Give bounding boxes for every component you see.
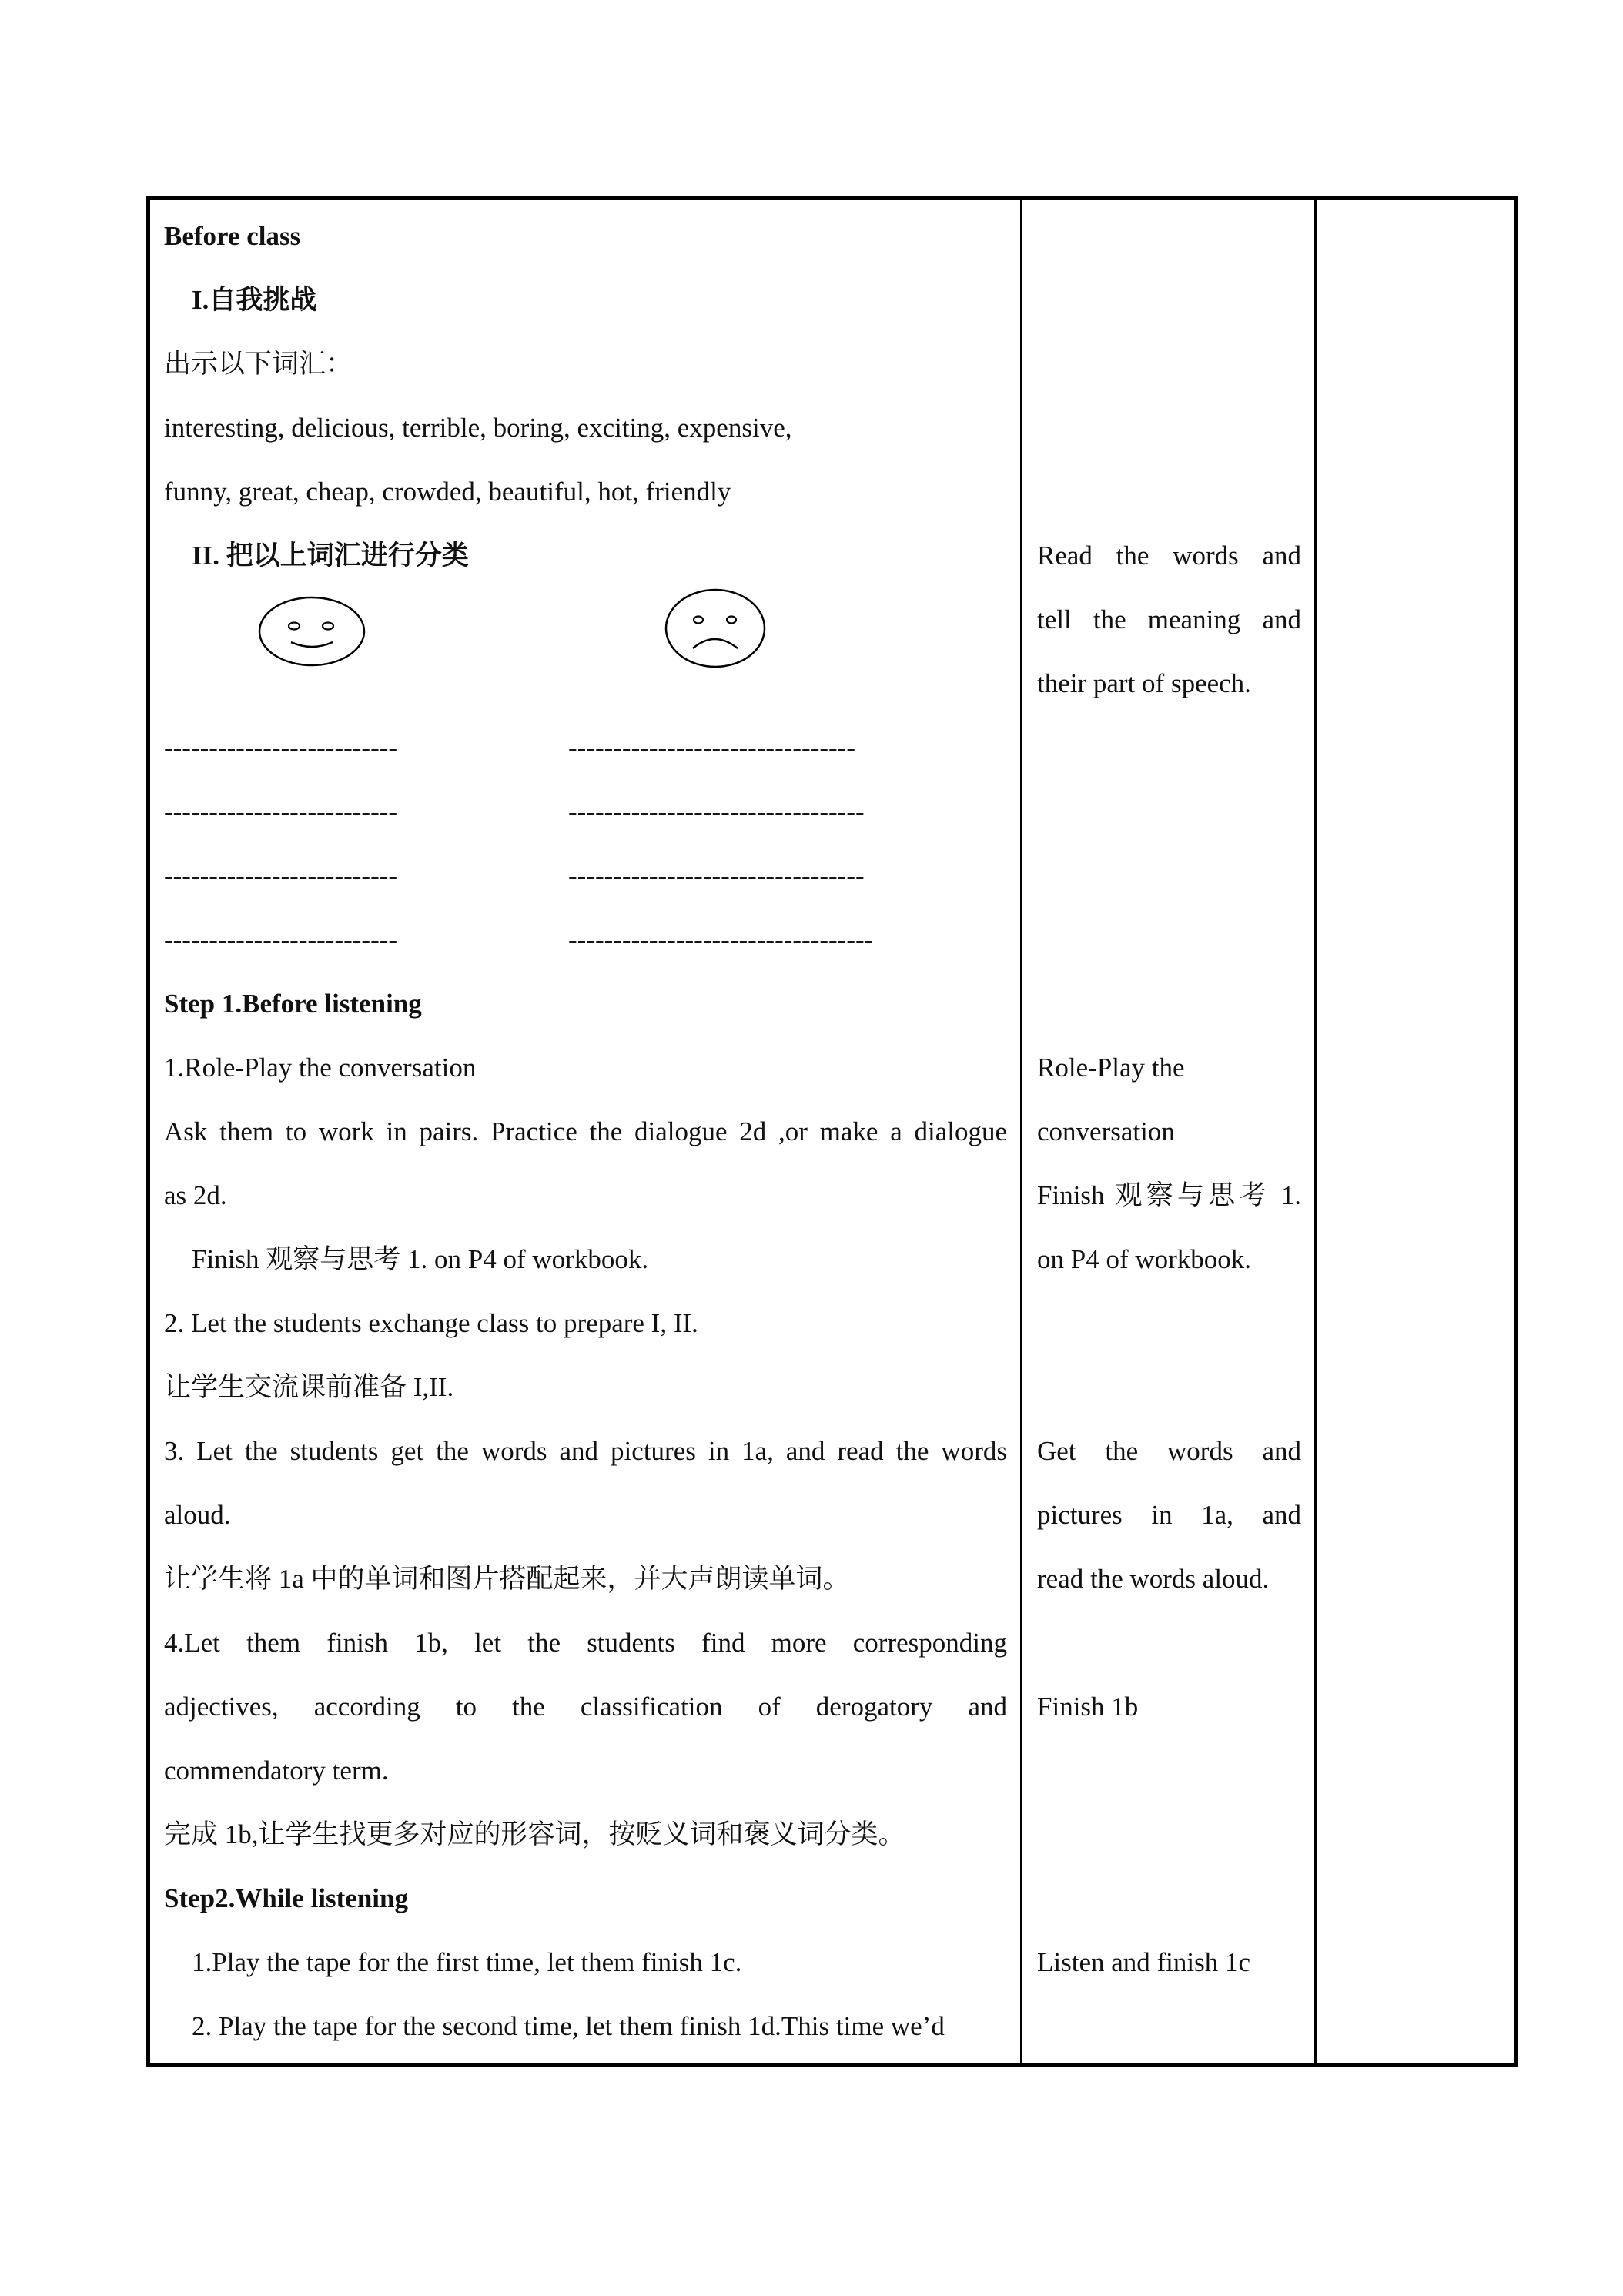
text-line: 1.Play the tape for the first time, let them finish 1c. <box>192 1947 742 1977</box>
dash-row <box>164 925 1007 956</box>
text-line: 让学生将 1a 中的单词和图片搭配起来，并大声朗读单词。 <box>164 1564 850 1594</box>
lesson-table <box>146 196 1518 2067</box>
dash-left: -------------------------- <box>164 733 398 763</box>
text-line: commendatory term. <box>164 1755 389 1786</box>
text-line: 让学生交流课前准备 I,II. <box>164 1372 454 1402</box>
heading-step2: Step2.While listening <box>164 1883 408 1913</box>
dash-left: -------------------------- <box>164 861 398 891</box>
dash-right: --------------------------------- <box>568 861 865 891</box>
activity-line: tell the meaning and <box>1037 604 1301 634</box>
text-line: 4.Let them finish 1b, let the students find more corresponding <box>164 1628 1007 1658</box>
column-divider <box>1314 200 1317 2063</box>
activity-line: Read the words and <box>1037 541 1301 571</box>
heading-step1: Step 1.Before listening <box>164 989 422 1019</box>
activity-line: Listen and finish 1c <box>1037 1947 1251 1977</box>
text-line: Ask them to work in pairs. Practice the dialogue 2d ,or make a dialogue <box>164 1116 1007 1146</box>
text-line: 3. Let the students get the words and pictures in 1a, and read the words <box>164 1436 1007 1466</box>
text-line: aloud. <box>164 1500 231 1530</box>
dash-right: -------------------------------- <box>568 733 855 763</box>
happy-face-icon <box>254 593 370 670</box>
text-line: 1.Role-Play the conversation <box>164 1053 477 1083</box>
dash-right: ---------------------------------- <box>568 925 874 955</box>
activity-line: conversation <box>1037 1116 1175 1146</box>
heading-self-challenge: I.自我挑战 <box>192 285 317 315</box>
sad-face-icon <box>661 585 770 671</box>
activity-line: their part of speech. <box>1037 668 1251 698</box>
dash-left: -------------------------- <box>164 925 398 955</box>
activity-line: Finish 1b <box>1037 1692 1139 1722</box>
heading-classify: II. 把以上词汇进行分类 <box>192 541 469 571</box>
dash-row <box>164 733 1007 764</box>
dash-row <box>164 861 1007 892</box>
column-divider <box>1020 200 1022 2063</box>
text-line: 完成 1b,让学生找更多对应的形容词，按贬义词和褒义词分类。 <box>164 1819 905 1849</box>
activity-line: Finish 观察与思考 1. <box>1037 1180 1301 1210</box>
activity-line: Get the words and <box>1037 1436 1301 1466</box>
vocabulary-line: funny, great, cheap, crowded, beautiful, hot, friendly <box>164 477 731 507</box>
text-line: as 2d. <box>164 1180 227 1210</box>
dash-row <box>164 797 1007 828</box>
activity-line: pictures in 1a, and <box>1037 1500 1301 1530</box>
text-line: adjectives, according to the classification of derogatory and <box>164 1692 1007 1722</box>
text-line: 出示以下词汇： <box>164 349 353 379</box>
vocabulary-line: interesting, delicious, terrible, boring, exciting, expensive, <box>164 413 792 443</box>
text-line: 2. Play the tape for the second time, let them finish 1d.This time we’d <box>192 2011 945 2041</box>
text-line: 2. Let the students exchange class to prepare I, II. <box>164 1308 698 1338</box>
text-line: Finish 观察与思考 1. on P4 of workbook. <box>192 1244 649 1274</box>
dash-left: -------------------------- <box>164 797 398 827</box>
activity-line: on P4 of workbook. <box>1037 1244 1252 1274</box>
activity-line: Role-Play the <box>1037 1053 1185 1083</box>
heading-before-class: Before class <box>164 221 301 251</box>
dash-right: --------------------------------- <box>568 797 865 827</box>
activity-line: read the words aloud. <box>1037 1564 1270 1594</box>
